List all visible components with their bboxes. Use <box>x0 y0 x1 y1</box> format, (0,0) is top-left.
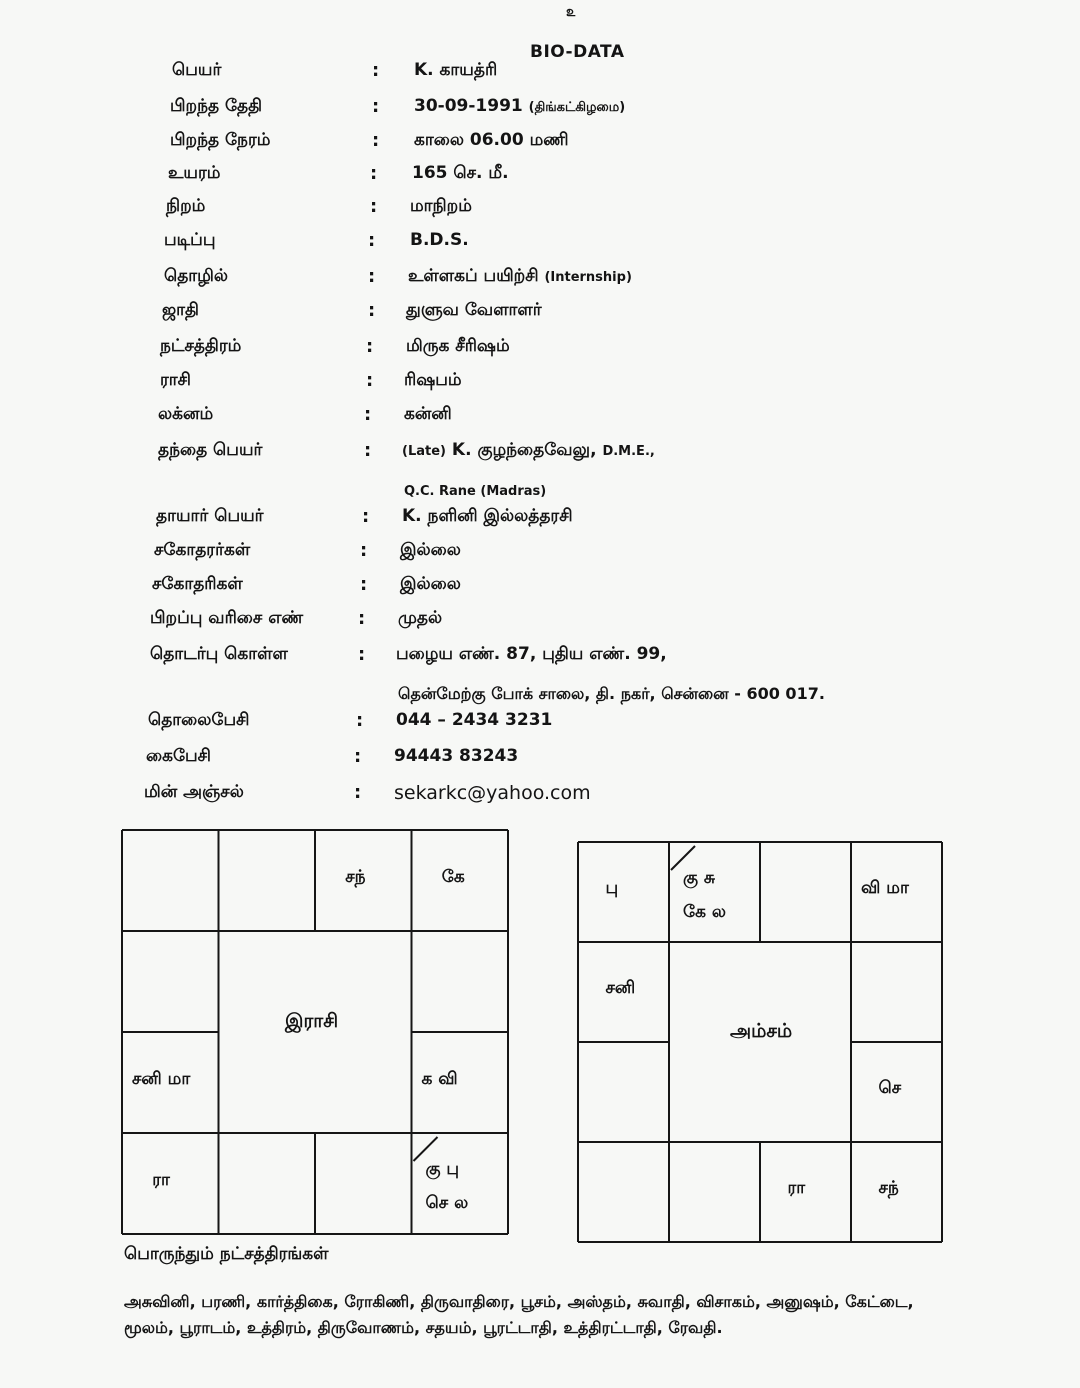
field-value-text: பழைய எண். 87, புதிய எண். 99, <box>396 644 667 664</box>
chart-cell-text: சனி மா <box>132 1068 191 1089</box>
field-value-text: மாநிறம் <box>410 196 472 216</box>
field-colon: : <box>368 230 376 251</box>
field-label: தொழில் <box>164 266 229 286</box>
field-colon: : <box>354 746 362 767</box>
field-label: ராசி <box>160 370 191 390</box>
field-label: சகோதரர்கள் <box>154 540 251 560</box>
chart-cell-text: ரா <box>152 1169 170 1190</box>
chart-cell-text: பு <box>605 878 619 898</box>
field-value <box>404 404 452 426</box>
field-value <box>410 230 469 250</box>
field-colon: : <box>372 130 380 151</box>
field-value-text: முதல் <box>398 608 443 628</box>
rasi-chart <box>122 830 508 1234</box>
field-row <box>0 574 1080 608</box>
field-value-text: 044 – 2434 3231 <box>396 710 553 730</box>
chart-cell-text: வி மா <box>861 878 909 898</box>
field-colon: : <box>366 370 374 391</box>
field-value-text: இல்லை <box>400 574 461 594</box>
field-value-text: 94443 83243 <box>394 746 519 766</box>
page-number: ௨ <box>566 4 576 20</box>
field-row <box>0 230 1080 264</box>
field-value-continuation: தென்மேற்கு போக் சாலை, தி. நகர், சென்னை - 600 017. <box>398 684 825 703</box>
field-value <box>408 266 632 288</box>
field-value <box>396 710 552 730</box>
field-value <box>406 300 542 322</box>
cell-slash-mark <box>671 846 695 870</box>
field-value-text: ரிஷபம் <box>404 370 462 390</box>
field-colon: : <box>362 506 370 527</box>
field-row <box>0 644 1080 678</box>
field-value-text: 165 செ. மீ. <box>412 163 509 183</box>
chart-cell-text: செ ல <box>425 1193 469 1213</box>
compatible-stars-title: பொருந்தும் நட்சத்திரங்கள் <box>124 1244 329 1264</box>
field-label: லக்னம் <box>158 404 214 424</box>
field-label: பிறந்த நேரம் <box>170 130 271 150</box>
field-colon: : <box>354 782 362 803</box>
field-label: சகோதரிகள் <box>152 574 243 594</box>
field-row <box>0 440 1080 474</box>
field-colon: : <box>360 574 368 595</box>
field-label: படிப்பு <box>164 230 216 250</box>
compatible-stars-line-1: அசுவினி, பரணி, கார்த்திகை, ரோகிணி, திருவாதிரை, பூசம், அஸ்தம், சுவாதி, விசாகம், அனுஷம், கேட்டை, <box>124 1292 914 1311</box>
field-row <box>0 96 1080 130</box>
field-value-continuation: Q.C. Rane (Madras) <box>404 484 547 499</box>
field-value <box>398 608 442 630</box>
field-label: ஜாதி <box>162 300 199 320</box>
field-row <box>0 163 1080 197</box>
field-label: பிறப்பு வரிசை எண் <box>150 608 304 628</box>
field-value <box>394 746 518 766</box>
chart-cell-text: கு சு <box>683 868 716 888</box>
field-value-prefix: (Late) <box>402 444 446 459</box>
field-label: பெயர் <box>172 60 222 80</box>
field-label: மின் அஞ்சல் <box>144 782 244 802</box>
field-colon: : <box>370 163 378 184</box>
field-colon: : <box>358 644 366 665</box>
field-label: உயரம் <box>168 163 221 183</box>
field-colon: : <box>358 608 366 629</box>
document-title: BIO-DATA <box>530 42 625 62</box>
field-colon: : <box>360 540 368 561</box>
field-value <box>414 60 497 82</box>
field-colon: : <box>368 266 376 287</box>
field-value-text: இல்லை <box>400 540 461 560</box>
field-value <box>410 196 472 218</box>
field-value <box>412 163 509 185</box>
field-value-text: K. காயத்ரி <box>414 60 498 80</box>
field-value-text: துளுவ வேளாளர் <box>406 300 542 320</box>
field-label: பிறந்த தேதி <box>170 96 263 116</box>
field-value-note: D.M.E., <box>602 444 655 459</box>
field-colon: : <box>372 96 380 117</box>
field-row <box>0 300 1080 334</box>
field-value <box>402 440 655 462</box>
cell-slash-mark <box>414 1137 438 1161</box>
field-value <box>404 370 462 392</box>
field-label: நிறம் <box>166 196 206 216</box>
field-value <box>400 540 461 562</box>
chart-cell-text: சந் <box>345 866 366 887</box>
chart-cell-text: செ <box>878 1078 902 1098</box>
field-value-text: கன்னி <box>404 404 452 424</box>
field-value <box>400 574 461 596</box>
chart-cell-text: சனி <box>605 978 636 998</box>
amsam-chart <box>578 842 942 1242</box>
chart-cell-text: சந் <box>878 1178 899 1198</box>
field-value-text: மிருக சீரிஷம் <box>406 336 510 356</box>
field-value-note: (Internship) <box>544 270 632 285</box>
field-value-text: K. குழந்தைவேலு, <box>451 440 597 460</box>
field-row <box>0 266 1080 300</box>
chart-cell-text: ரா <box>787 1178 806 1198</box>
chart-cell-text: க வி <box>421 1068 458 1089</box>
field-value <box>402 506 573 528</box>
field-label: தந்தை பெயர் <box>158 440 263 460</box>
field-label: கைபேசி <box>146 746 211 766</box>
rasi-chart-title: இராசி <box>285 1010 339 1032</box>
field-row <box>0 370 1080 404</box>
field-row <box>0 540 1080 574</box>
field-colon: : <box>368 300 376 321</box>
amsam-chart-title: அம்சம் <box>730 1020 793 1042</box>
field-value-note: (திங்கட்கிழமை) <box>528 100 626 115</box>
compatible-stars-line-2: மூலம், பூராடம், உத்திரம், திருவோணம், சதயம், பூரட்டாதி, உத்திரட்டாதி, ரேவதி. <box>124 1318 723 1337</box>
chart-cell-text: கே ல <box>683 902 726 922</box>
field-value <box>406 336 510 358</box>
field-row <box>0 746 1080 780</box>
field-value <box>414 130 569 152</box>
field-value-text: sekarkc@yahoo.com <box>394 782 591 804</box>
field-label: தொடர்பு கொள்ள <box>150 644 288 664</box>
field-label: நட்சத்திரம் <box>160 336 242 356</box>
field-colon: : <box>372 60 380 81</box>
field-row <box>0 60 1080 94</box>
chart-cell-text: கு பு <box>425 1159 460 1179</box>
chart-cell-text: கே <box>441 866 465 887</box>
field-row <box>0 608 1080 642</box>
field-row <box>0 336 1080 370</box>
field-row <box>0 404 1080 438</box>
field-colon: : <box>364 404 372 425</box>
field-label: தாயார் பெயர் <box>156 506 264 526</box>
field-colon: : <box>366 336 374 357</box>
field-colon: : <box>364 440 372 461</box>
field-colon: : <box>356 710 364 731</box>
field-value <box>414 96 625 116</box>
field-value-text: 30-09-1991 <box>414 96 523 116</box>
field-value <box>396 644 667 666</box>
field-value-text: K. நளினி இல்லத்தரசி <box>402 506 573 526</box>
field-row <box>0 506 1080 540</box>
field-value <box>394 782 591 804</box>
field-row <box>0 782 1080 816</box>
field-row <box>0 710 1080 744</box>
field-label: தொலைபேசி <box>148 710 250 730</box>
field-value-text: காலை 06.00 மணி <box>414 130 569 150</box>
field-value-text: உள்ளகப் பயிற்சி <box>408 266 539 286</box>
field-value-text: B.D.S. <box>410 230 469 250</box>
field-row <box>0 130 1080 164</box>
field-row <box>0 196 1080 230</box>
field-colon: : <box>370 196 378 217</box>
